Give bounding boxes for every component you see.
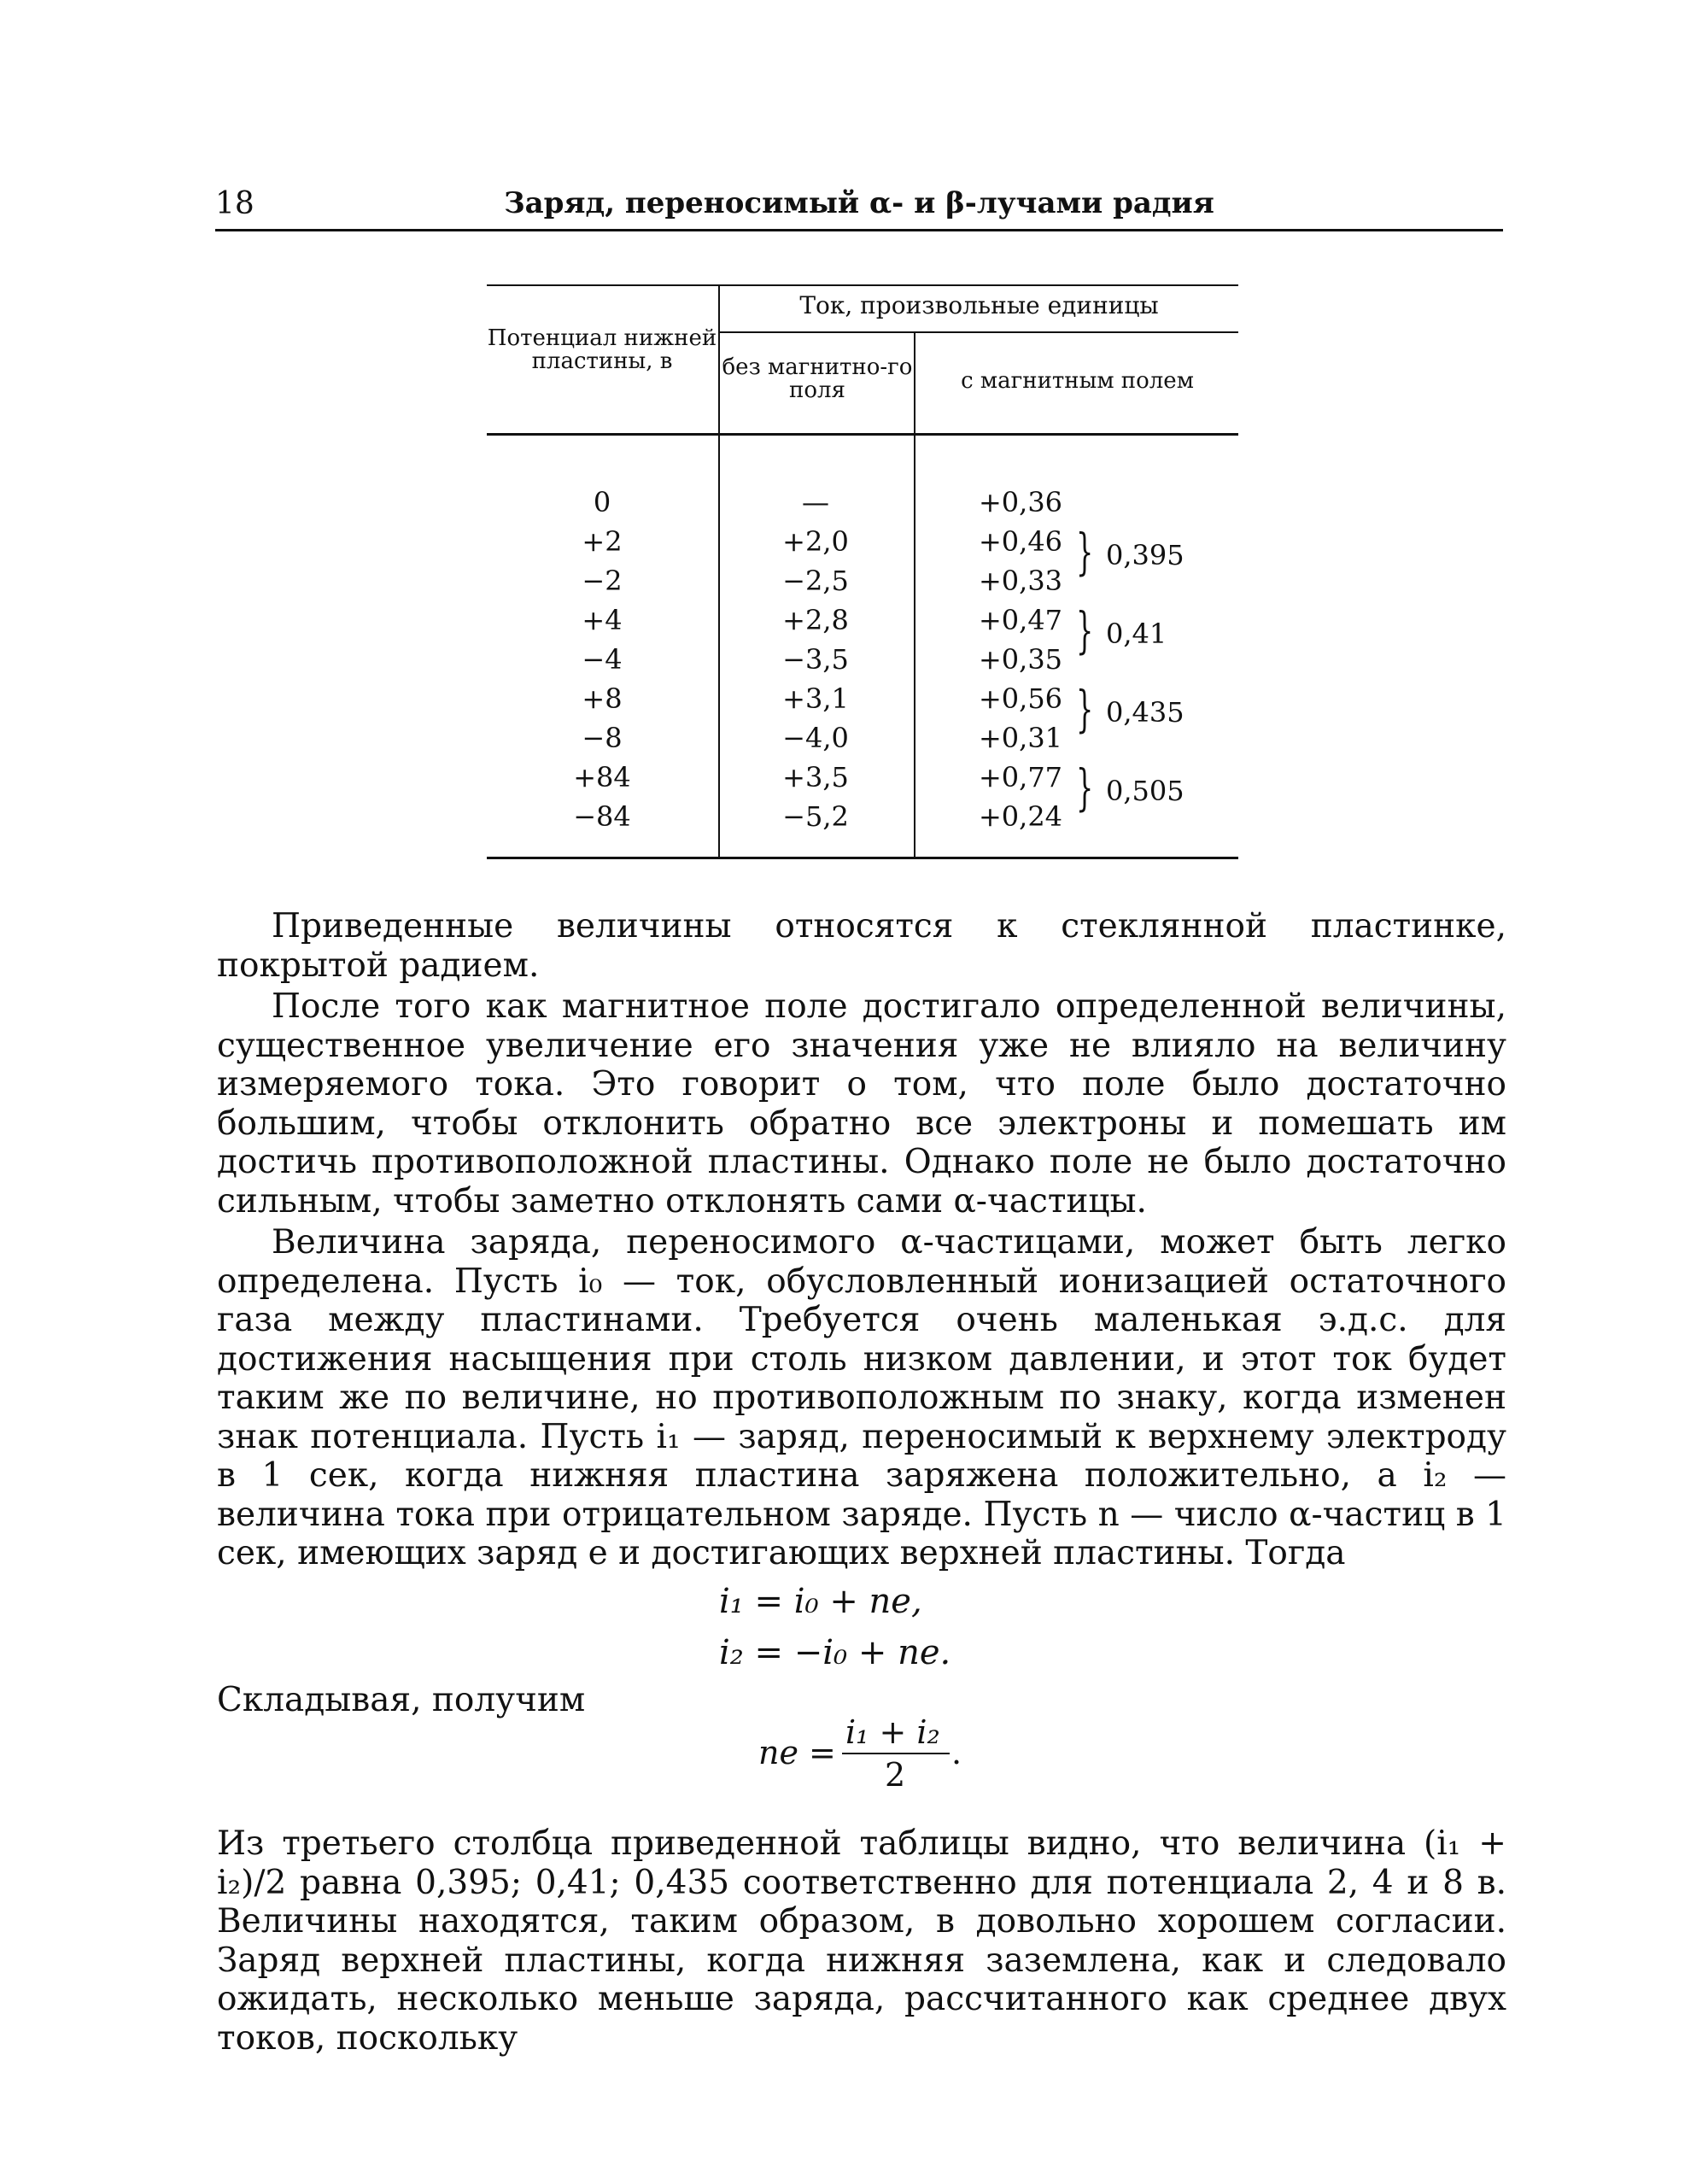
no-field-value: — xyxy=(802,486,829,518)
col-header-current-group: Ток, произвольные единицы xyxy=(799,291,1159,319)
column-no-field xyxy=(756,483,875,836)
brace-glyph: } xyxy=(1076,523,1094,581)
header-rule xyxy=(215,229,1503,231)
potential-value: +2 xyxy=(582,525,623,558)
page-number: 18 xyxy=(215,186,254,221)
paragraph-5: Из третьего столбца приведенной таблицы видно, что величина (i₁ + i₂)/2 равна 0,395; 0,41; 0,435 соответственно для потенциала 2, 4 и 8 в. Величины находятся, таким образом, в довольно хорошем согласии. Заряд верхней пластины, когда нижняя заземлена, как и следовало ожидать, несколько меньше заряда, рассчитанного как среднее двух токов, поскольку xyxy=(217,1824,1506,2058)
average-value: 0,395 xyxy=(1106,539,1184,571)
potential-value: −2 xyxy=(582,565,623,597)
equation-3-left: ne = xyxy=(758,1734,836,1771)
potential-value: 0 xyxy=(593,486,611,518)
equation-3-denominator: 2 xyxy=(885,1756,906,1794)
with-field-value: +0,47 xyxy=(978,604,1063,636)
no-field-value: +3,5 xyxy=(782,761,849,793)
potential-value: −8 xyxy=(582,722,623,754)
no-field-value: −5,2 xyxy=(782,800,849,833)
paragraph-3: Величина заряда, переносимого α-частицами, может быть легко определена. Пусть i₀ — ток, обусловленный ионизацией остаточного газа между пластинами. Требуется очень маленькая э.д.с. для достижения насыщения при столь низком давлении, и этот ток будет таким же по величине, но противоположным по знаку, когда изменен знак потенциала. Пусть i₁ — заряд, переносимый к верхнему электроду в 1 сек, когда нижняя пластина заряжена положительно, а i₂ — величина тока при отрицательном заряде. Пусть n — число α-частиц в 1 сек, имеющих заряд e и достигающих верхней пластины. Тогда xyxy=(217,1223,1506,1572)
potential-value: +84 xyxy=(573,761,631,793)
running-title: Заряд, переносимый α- и β-лучами радия xyxy=(504,186,1214,220)
potential-value: −84 xyxy=(573,800,631,833)
no-field-value: +2,8 xyxy=(782,604,849,636)
paragraph-1: Приведенные величины относятся к стеклянной пластинке, покрытой радием. xyxy=(217,907,1506,985)
brace-glyph: } xyxy=(1076,758,1094,817)
with-field-value: +0,31 xyxy=(978,722,1063,754)
with-field-value: +0,35 xyxy=(978,643,1063,676)
paragraph-2: После того как магнитное поле достигало определенной величины, существенное увеличение его значения уже не влияло на величину измеряемого тока. Это говорит о том, что поле было достаточно большим, чтобы отклонить обратно все электроны и помешать им достичь противоположной пластины. Однако поле не было достаточно сильным, чтобы заметно отклонять сами α-частицы. xyxy=(217,987,1506,1221)
with-field-value: +0,77 xyxy=(978,761,1063,793)
column-with-field xyxy=(965,483,1076,836)
data-table xyxy=(487,284,1238,858)
fraction-bar xyxy=(842,1753,950,1754)
equation-3-end: . xyxy=(951,1734,962,1771)
average-value: 0,41 xyxy=(1106,618,1167,650)
equation-3-numerator: i₁ + i₂ xyxy=(845,1713,940,1751)
table-top-rule xyxy=(487,284,1238,286)
equation-1: i₁ = i₀ + ne, xyxy=(719,1582,922,1621)
col-divider-1-body xyxy=(718,436,720,857)
col-header-no-field: без магнитно-го поля xyxy=(722,354,913,404)
potential-value: −4 xyxy=(582,643,623,676)
potential-value: +8 xyxy=(582,682,623,715)
page-header xyxy=(215,183,1503,227)
no-field-value: −2,5 xyxy=(782,565,849,597)
table-bottom-rule xyxy=(487,857,1238,859)
with-field-value: +0,33 xyxy=(978,565,1063,597)
col-header-with-field: с магнитным полем xyxy=(961,368,1194,394)
no-field-value: +3,1 xyxy=(782,682,849,715)
brace-glyph: } xyxy=(1076,680,1094,738)
with-field-value: +0,56 xyxy=(978,682,1063,715)
equation-2: i₂ = −i₀ + ne. xyxy=(719,1633,951,1672)
average-value: 0,505 xyxy=(1106,775,1184,807)
average-value: 0,435 xyxy=(1106,696,1184,729)
potential-value: +4 xyxy=(582,604,623,636)
with-field-value: +0,36 xyxy=(978,486,1063,518)
no-field-value: +2,0 xyxy=(782,525,849,558)
column-potentials xyxy=(547,483,658,836)
col-header-potential: Потенциал нижней пластины, в xyxy=(487,325,717,375)
no-field-value: −4,0 xyxy=(782,722,849,754)
with-field-value: +0,46 xyxy=(978,525,1063,558)
paragraph-4: Складывая, получим xyxy=(217,1681,586,1719)
col-divider-2-head xyxy=(914,333,915,433)
no-field-value: −3,5 xyxy=(782,643,849,676)
brace-glyph: } xyxy=(1076,601,1094,659)
col-divider-2-body xyxy=(914,436,915,857)
header-bottom-rule xyxy=(487,433,1238,436)
group-header-rule xyxy=(720,331,1238,333)
with-field-value: +0,24 xyxy=(978,800,1063,833)
